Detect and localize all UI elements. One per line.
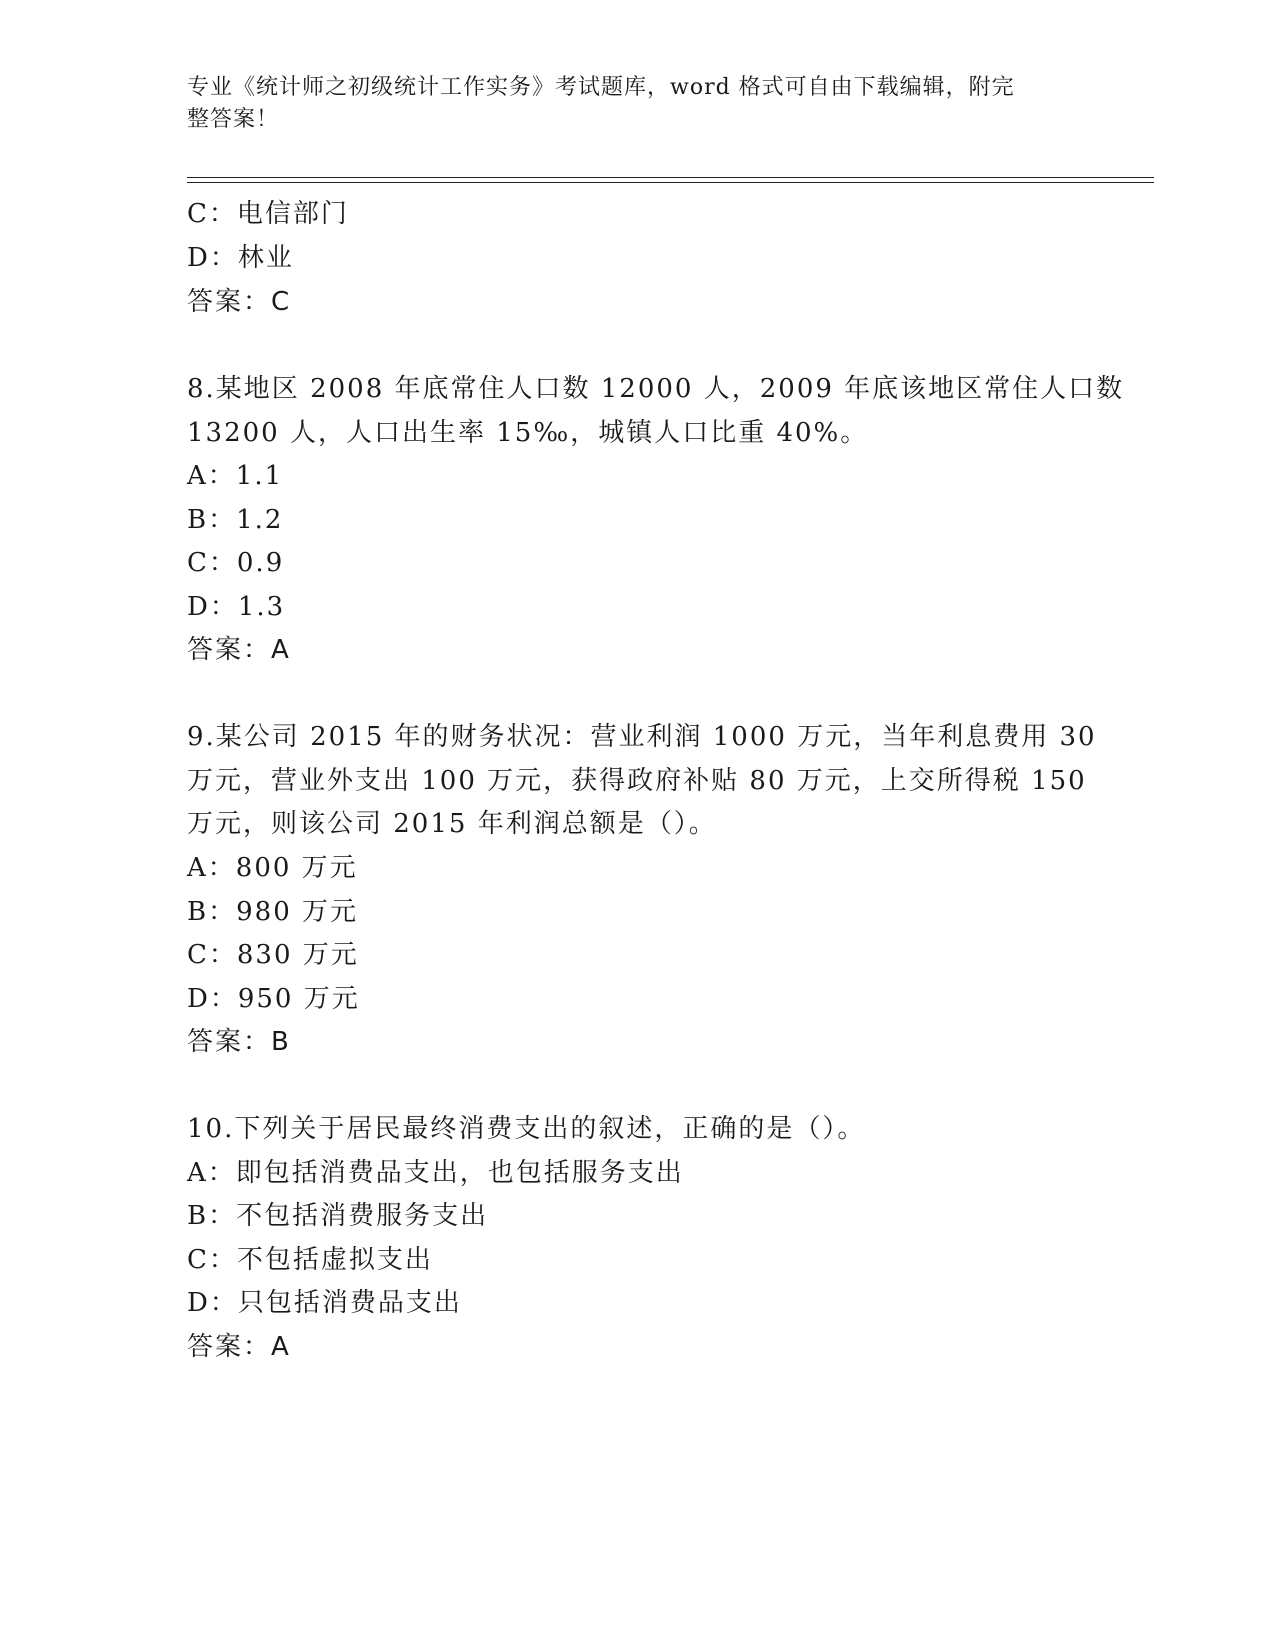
q9-option-b: B：980 万元 bbox=[187, 897, 358, 927]
q8-option-d: D：1.3 bbox=[187, 592, 286, 622]
q8-option-b: B：1.2 bbox=[187, 505, 284, 535]
header-line-1: 专业《统计师之初级统计工作实务》考试题库，word 格式可自由下载编辑，附完 bbox=[187, 75, 1015, 100]
q10-option-c: C：不包括虚拟支出 bbox=[187, 1245, 433, 1275]
q8-stem-line-1: 8.某地区 2008 年底常住人口数 12000 人，2009 年底该地区常住人口数 bbox=[187, 374, 1125, 404]
q10-option-d: D：只包括消费品支出 bbox=[187, 1288, 462, 1318]
q7-option-c: C：电信部门 bbox=[187, 199, 349, 229]
q7-answer: 答案：C bbox=[187, 287, 292, 317]
q9-option-c: C：830 万元 bbox=[187, 940, 359, 970]
q10-answer: 答案：A bbox=[187, 1332, 291, 1362]
q9-stem-line-2: 万元，营业外支出 100 万元，获得政府补贴 80 万元，上交所得税 150 bbox=[187, 766, 1087, 796]
q9-stem-line-1: 9.某公司 2015 年的财务状况：营业利润 1000 万元，当年利息费用 30 bbox=[187, 722, 1097, 752]
q8-stem-line-2: 13200 人，人口出生率 15‰，城镇人口比重 40%。 bbox=[187, 418, 869, 448]
header-line-2: 整答案！ bbox=[187, 107, 280, 132]
q10-stem-line-1: 10.下列关于居民最终消费支出的叙述，正确的是（）。 bbox=[187, 1114, 866, 1144]
header-divider-top bbox=[187, 177, 1154, 178]
q9-stem-line-3: 万元，则该公司 2015 年利润总额是（）。 bbox=[187, 809, 717, 839]
q8-answer: 答案：A bbox=[187, 635, 291, 665]
q7-option-d: D：林业 bbox=[187, 243, 294, 273]
header-divider-bottom bbox=[187, 182, 1154, 183]
q8-option-c: C：0.9 bbox=[187, 548, 285, 578]
q9-answer: 答案：B bbox=[187, 1027, 291, 1057]
q10-option-a: A：即包括消费品支出，也包括服务支出 bbox=[187, 1158, 684, 1188]
q9-option-a: A：800 万元 bbox=[187, 853, 358, 883]
q9-option-d: D：950 万元 bbox=[187, 984, 360, 1014]
document-header bbox=[187, 72, 1087, 136]
q10-option-b: B：不包括消费服务支出 bbox=[187, 1201, 489, 1231]
q8-option-a: A：1.1 bbox=[187, 461, 284, 491]
